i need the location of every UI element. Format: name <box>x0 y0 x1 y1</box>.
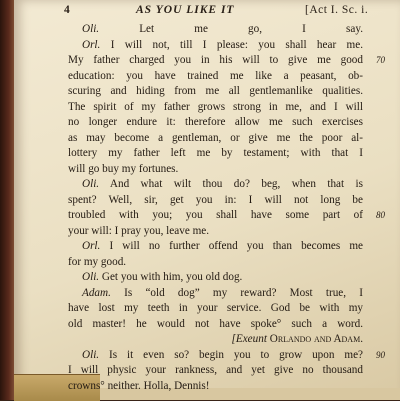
line-number: 80 <box>376 210 385 220</box>
text-line <box>68 69 363 85</box>
text-line <box>68 239 363 255</box>
text-line <box>68 115 363 131</box>
act-scene-label: [Act I. Sc. i. <box>305 4 369 16</box>
text-line <box>68 348 385 364</box>
text-line <box>68 53 385 69</box>
speaker-name: Orl. <box>82 240 101 252</box>
text-line <box>68 270 363 286</box>
text-line <box>68 131 363 147</box>
text-line <box>68 317 363 333</box>
line-text: I will no further offend you than becomes me <box>109 240 363 252</box>
line-text: as may become a gentleman, or give me the poor al- <box>68 131 363 144</box>
text-line <box>68 301 363 317</box>
text-line <box>68 22 363 38</box>
line-text: Let me go, I say. <box>139 23 363 35</box>
speaker-name: Oli. <box>82 348 100 361</box>
speaker-name: Oli. <box>82 178 100 190</box>
line-text: I will not, till I please: you shall hear me. <box>110 38 363 51</box>
running-head <box>50 4 390 18</box>
text-line <box>68 208 385 224</box>
stage-direction <box>68 332 363 348</box>
line-text: your will: I pray you, leave me. <box>68 224 210 237</box>
text-line <box>68 286 363 302</box>
text-line <box>68 38 363 54</box>
text-line <box>68 363 363 379</box>
line-text: scuring and hiding from me all gentlemanlike qualities. <box>68 85 363 97</box>
line-text: old master! he would not have spoke° such a word. <box>68 317 363 330</box>
speaker-name: Oli. <box>82 23 100 35</box>
play-text <box>68 22 385 394</box>
line-text: have lost my teeth in your service. God be with my <box>68 302 363 314</box>
text-line <box>68 193 363 209</box>
line-text: Is it even so? begin you to grow upon me? <box>109 348 364 361</box>
text-line <box>68 379 363 395</box>
line-text: My father charged you in his will to give me good <box>68 54 363 66</box>
line-text: spent? Well, sir, get you in: I will not long be <box>68 193 363 206</box>
page-number: 4 <box>64 4 70 16</box>
line-text: no longer endure it: therefore allow me such exercises <box>68 116 363 128</box>
text-line <box>68 100 363 116</box>
line-number: 90 <box>376 349 385 360</box>
speaker-name: Adam. <box>82 286 111 299</box>
speaker-name: Oli. <box>82 271 100 283</box>
text-line <box>68 162 363 178</box>
speaker-name: Orl. <box>82 38 101 51</box>
line-text: Is “old dog” my reward? Most true, I <box>124 286 364 299</box>
line-text: education: you have trained me like a peasant, ob- <box>68 69 363 82</box>
line-text: I will physic your rankness, and yet give no thousand <box>68 364 363 376</box>
stage-direction-prefix: [Exeunt <box>231 333 267 345</box>
line-number: 70 <box>376 55 385 65</box>
line-text: troubled with you; you shall have some part of <box>68 209 363 221</box>
stage-direction-names: Orlando and Adam. <box>269 333 363 345</box>
line-text: The spirit of my father grows strong in me, and I will <box>68 100 363 113</box>
text-line <box>68 146 363 162</box>
text-line <box>68 255 363 271</box>
text-line <box>68 177 363 193</box>
play-title: AS YOU LIKE IT <box>136 4 235 16</box>
text-line <box>68 84 363 100</box>
line-text: will go buy my fortunes. <box>68 162 179 175</box>
line-text: crowns° neither. Holla, Dennis! <box>68 379 210 392</box>
line-text: Get you with him, you old dog. <box>101 271 243 283</box>
line-text: lottery my father left me by testament; with that I <box>68 147 363 159</box>
line-text: for my good. <box>68 255 127 268</box>
line-text: And what wilt thou do? beg, when that is <box>109 178 363 190</box>
text-line <box>68 224 363 240</box>
